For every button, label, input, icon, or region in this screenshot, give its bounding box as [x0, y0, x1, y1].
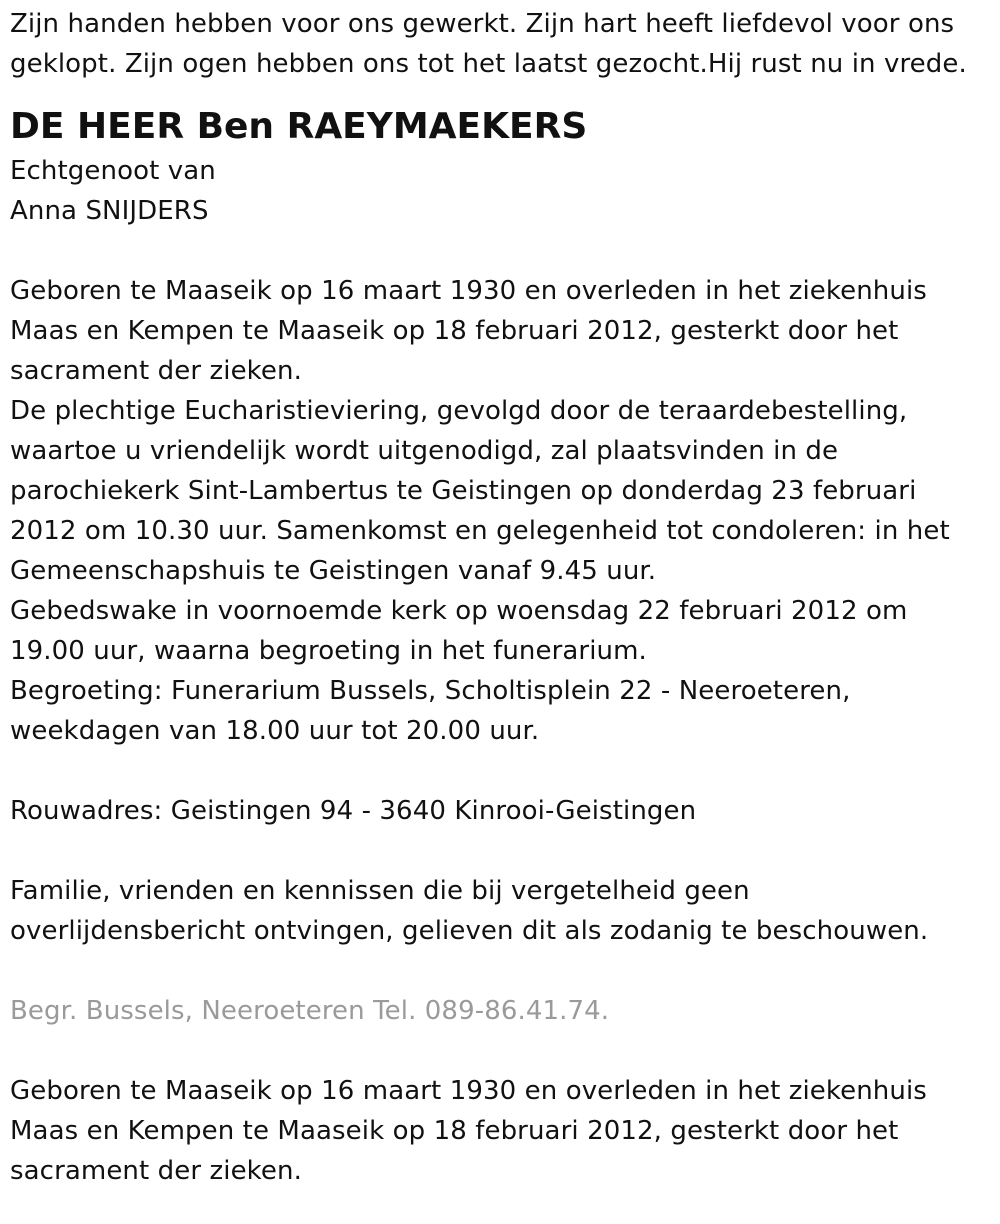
paragraph-line: Geboren te Maaseik op 16 maart 1930 en overleden in het ziekenhuis [10, 276, 927, 306]
quote-line: geklopt. Zijn ogen hebben ons tot het laatst gezocht.Hij rust nu in vrede. [10, 49, 967, 79]
spouse-block [10, 151, 990, 231]
paragraph-line: Familie, vrienden en kennissen die bij vergetelheid geen [10, 876, 750, 906]
paragraph-line: Gemeenschapshuis te Geistingen vanaf 9.45 uur. [10, 556, 657, 586]
paragraph-line: parochiekerk Sint-Lambertus te Geistingen op donderdag 23 februari [10, 476, 917, 506]
paragraph-line: waartoe u vriendelijk wordt uitgenodigd, zal plaatsvinden in de [10, 436, 839, 466]
paragraph-line: 19.00 uur, waarna begroeting in het funerarium. [10, 636, 647, 666]
paragraph-line: Maas en Kempen te Maaseik op 18 februari 2012, gesterkt door het [10, 316, 899, 346]
paragraph-line: Gebedswake in voornoemde kerk op woensdag 22 februari 2012 om [10, 596, 908, 626]
spacer [10, 951, 990, 991]
family-paragraph [10, 871, 990, 951]
spacer [10, 231, 990, 271]
paragraph-line: 2012 om 10.30 uur. Samenkomst en gelegenheid tot condoleren: in het [10, 516, 950, 546]
paragraph-line: De plechtige Eucharistieviering, gevolgd door de teraardebestelling, [10, 396, 908, 426]
intro-quote [10, 4, 990, 84]
paragraph-line: overlijdensbericht ontvingen, gelieven dit als zodanig te beschouwen. [10, 916, 929, 946]
paragraph-line: weekdagen van 18.00 uur tot 20.00 uur. [10, 716, 540, 746]
spacer [10, 1031, 990, 1071]
paragraph-line: sacrament der zieken. [10, 1156, 302, 1186]
mourning-address: Rouwadres: Geistingen 94 - 3640 Kinrooi-Geistingen [10, 796, 697, 826]
funeral-home-contact: Begr. Bussels, Neeroeteren Tel. 089-86.41.74. [10, 996, 610, 1026]
repeat-paragraph [10, 1071, 990, 1191]
quote-line: Zijn handen hebben voor ons gewerkt. Zijn hart heeft liefdevol voor ons [10, 9, 955, 39]
spouse-name: Anna SNIJDERS [10, 196, 209, 226]
paragraph-line: sacrament der zieken. [10, 356, 302, 386]
ceremony-paragraph [10, 391, 990, 591]
paragraph-line: Geboren te Maaseik op 16 maart 1930 en overleden in het ziekenhuis [10, 1076, 927, 1106]
spacer [10, 751, 990, 791]
greeting-paragraph [10, 671, 990, 751]
relation-label: Echtgenoot van [10, 156, 216, 186]
deceased-name: DE HEER Ben RAEYMAEKERS [10, 106, 588, 147]
paragraph-line: Begroeting: Funerarium Bussels, Scholtisplein 22 - Neeroeteren, [10, 676, 851, 706]
spacer [10, 831, 990, 871]
paragraph-line: Maas en Kempen te Maaseik op 18 februari 2012, gesterkt door het [10, 1116, 899, 1146]
vigil-paragraph [10, 591, 990, 671]
birth-death-paragraph [10, 271, 990, 391]
